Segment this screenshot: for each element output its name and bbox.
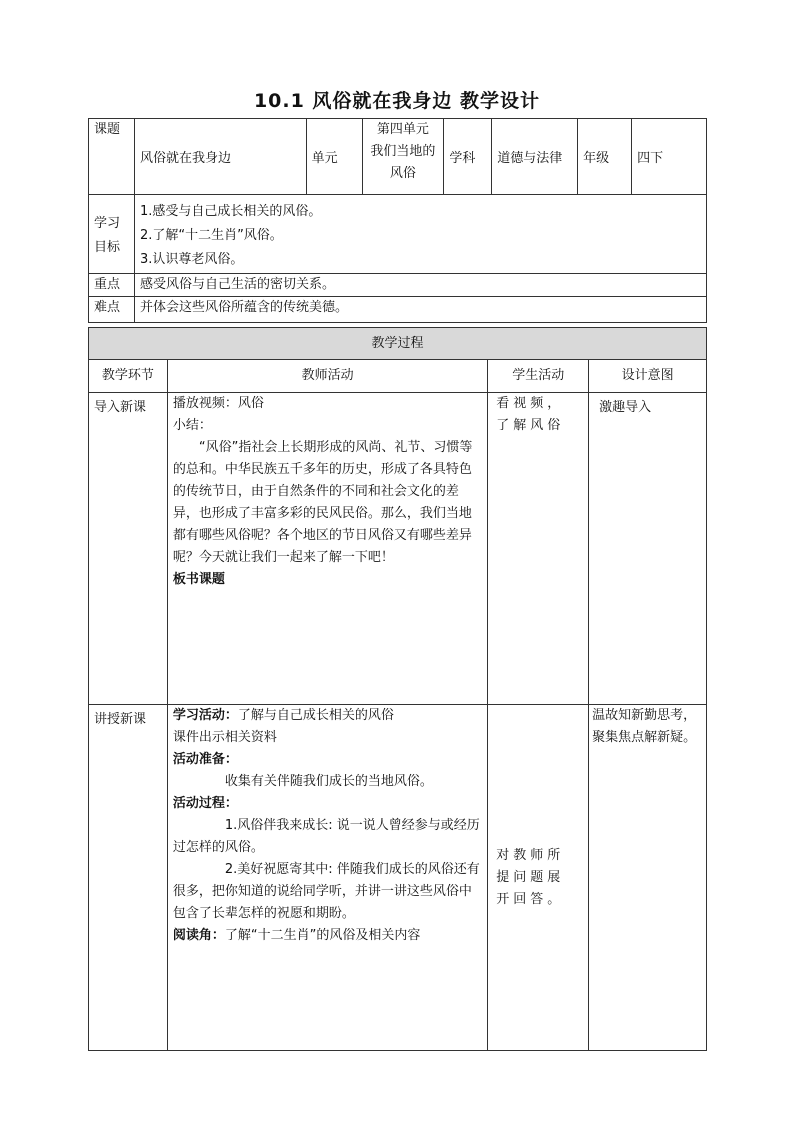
intro-student: 看视频，了解风俗 (488, 393, 589, 705)
header-student: 学生活动 (488, 360, 589, 393)
lesson-info-table (88, 118, 707, 323)
prep-label-text: 活动准备： (172, 752, 238, 767)
key-row (89, 274, 707, 297)
goal-item: 2.了解“十二生肖”风俗。 (139, 228, 283, 243)
topic-label: 课题 (89, 119, 135, 195)
reading-corner (173, 925, 482, 947)
board-title (173, 569, 482, 591)
header-row (89, 360, 707, 393)
difficulty-row (89, 297, 707, 323)
topic-value: 风俗就在我身边 (134, 119, 306, 195)
process-step-2: 2.美好祝愿寄其中: 伴随我们成长的风俗还有很多，把你知道的说给同学听，并讲一讲这些风俗中包含了长辈怎样的祝愿和期盼。 (172, 862, 480, 921)
header-stage: 教学环节 (89, 360, 168, 393)
unit-value-line: 我们当地的 (370, 144, 436, 159)
header-teacher: 教师活动 (167, 360, 487, 393)
courseware-line: 课件出示相关资料 (172, 730, 277, 745)
teach-teacher (167, 705, 487, 1051)
grade-label: 年级 (578, 119, 632, 195)
teach-stage: 讲授新课 (89, 705, 168, 1051)
goal-item: 3.认识尊老风俗。 (139, 252, 244, 267)
teach-student: 对教师所提问题展开回答。 (488, 705, 589, 1051)
prep-text: 收集有关伴随我们成长的当地风俗。 (224, 774, 433, 789)
unit-label: 单元 (306, 119, 362, 195)
process-label (173, 793, 482, 815)
intro-row (89, 393, 707, 705)
process-step-1: 1.风俗伴我来成长: 说一说人曾经参与或经历过怎样的风俗。 (172, 818, 480, 855)
learning-activity-text: 了解与自己成长相关的风俗 (237, 708, 394, 723)
section-title: 教学过程 (89, 328, 707, 360)
header-intent: 设计意图 (589, 360, 707, 393)
unit-value (362, 119, 444, 195)
intro-intent: 激趣导入 (589, 393, 707, 705)
subject-value: 道德与法律 (492, 119, 578, 195)
reading-corner-text: 了解“十二生肖”的风俗及相关内容 (224, 928, 421, 943)
goals-label (89, 195, 135, 274)
intro-summary-text: “风俗”指社会上长期形成的风尚、礼节、习惯等的总和。中华民族五千多年的历史，形成了各具特色的传统节日，由于自然条件的不同和社会文化的差异，也形成了丰富多彩的民风民俗。那么，我们当地都有哪些风俗呢？各个地区的节日风俗又有哪些差异呢？今天就让我们一起来了解一下吧！ (172, 440, 473, 565)
grade-value: 四下 (632, 119, 707, 195)
learning-activity-label: 学习活动： (172, 708, 238, 723)
intro-teacher (167, 393, 487, 705)
goal-item: 1.感受与自己成长相关的风俗。 (139, 204, 322, 219)
prep-label (173, 749, 482, 771)
key-value: 感受风俗与自己生活的密切关系。 (134, 274, 706, 297)
goals-label-line: 目标 (94, 240, 121, 255)
process-label-text: 活动过程： (172, 796, 238, 811)
teaching-process-table (88, 327, 707, 1051)
difficulty-label: 难点 (89, 297, 135, 323)
key-label: 重点 (89, 274, 135, 297)
intro-summary-label: 小结： (172, 418, 212, 433)
intro-video-line: 播放视频：风俗 (172, 396, 264, 411)
goals-row (89, 195, 707, 274)
teach-intent: 温故知新勤思考，聚集焦点解新疑。 (589, 705, 707, 1051)
section-title-row (89, 328, 707, 360)
learning-activity (173, 705, 482, 727)
goals-label-line: 学习 (94, 216, 121, 231)
intro-stage: 导入新课 (89, 393, 168, 705)
board-title-text: 板书课题 (172, 572, 225, 587)
unit-value-line: 风俗 (389, 166, 416, 181)
subject-label: 学科 (444, 119, 492, 195)
reading-corner-label: 阅读角： (172, 928, 225, 943)
difficulty-value: 并体会这些风俗所蕴含的传统美德。 (134, 297, 706, 323)
unit-value-line: 第四单元 (376, 122, 429, 137)
goals-list (134, 195, 706, 274)
topic-row (89, 119, 707, 195)
teach-row (89, 705, 707, 1051)
page-title: 10.1 风俗就在我身边 教学设计 (253, 90, 541, 112)
